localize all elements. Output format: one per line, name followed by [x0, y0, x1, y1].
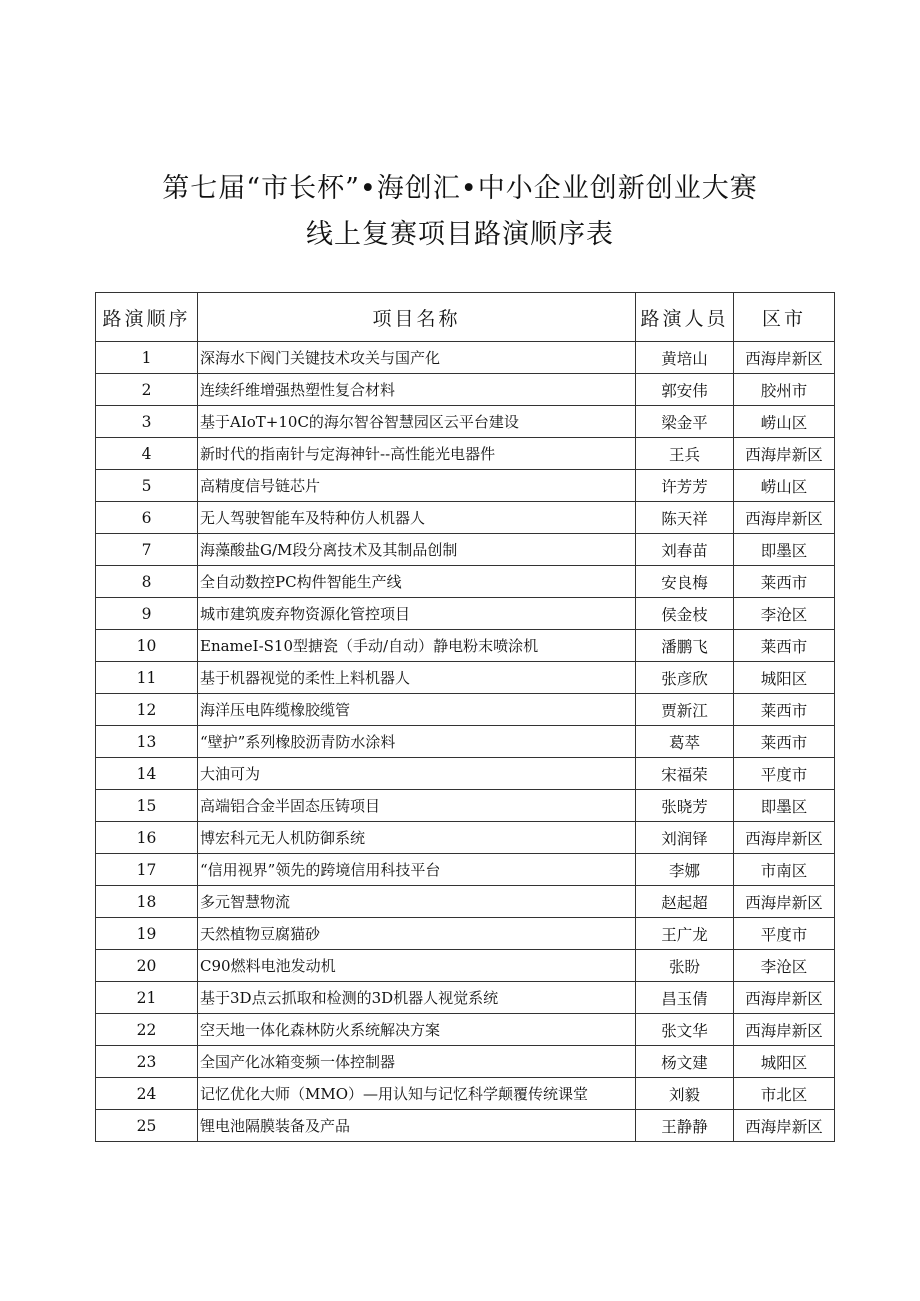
presenter-cell: 张盼 — [636, 950, 734, 982]
district-cell: 即墨区 — [734, 790, 835, 822]
presenter-cell: 贾新江 — [636, 694, 734, 726]
presenter-cell: 张彦欣 — [636, 662, 734, 694]
table-row — [96, 758, 835, 790]
order-cell: 23 — [96, 1046, 198, 1078]
presenter-cell: 李娜 — [636, 854, 734, 886]
presenter-cell: 侯金枝 — [636, 598, 734, 630]
presenter-cell: 安良梅 — [636, 566, 734, 598]
district-cell: 崂山区 — [734, 470, 835, 502]
order-cell: 8 — [96, 566, 198, 598]
presenter-cell: 王广龙 — [636, 918, 734, 950]
table-row — [96, 374, 835, 406]
presenter-cell: 张文华 — [636, 1014, 734, 1046]
presenter-cell: 许芳芳 — [636, 470, 734, 502]
table-row — [96, 982, 835, 1014]
order-cell: 10 — [96, 630, 198, 662]
presenter-cell: 黄培山 — [636, 342, 734, 374]
project-name-cell: 天然植物豆腐猫砂 — [198, 918, 636, 950]
presenter-cell: 王兵 — [636, 438, 734, 470]
presenter-cell: 王静静 — [636, 1110, 734, 1142]
project-name-cell: 基于机器视觉的柔性上料机器人 — [198, 662, 636, 694]
project-name-cell: 无人驾驶智能车及特种仿人机器人 — [198, 502, 636, 534]
table-row — [96, 918, 835, 950]
district-cell: 城阳区 — [734, 662, 835, 694]
header-project-name: 项目名称 — [198, 293, 636, 342]
district-cell: 莱西市 — [734, 630, 835, 662]
page-subtitle: 线上复赛项目路演顺序表 — [306, 219, 614, 250]
district-cell: 西海岸新区 — [734, 502, 835, 534]
district-cell: 即墨区 — [734, 534, 835, 566]
district-cell: 西海岸新区 — [734, 822, 835, 854]
table-row — [96, 790, 835, 822]
order-cell: 20 — [96, 950, 198, 982]
project-name-cell: 基于AIoT+10C的海尔智谷智慧园区云平台建设 — [198, 406, 636, 438]
order-cell: 13 — [96, 726, 198, 758]
presenter-cell: 葛萃 — [636, 726, 734, 758]
order-cell: 12 — [96, 694, 198, 726]
district-cell: 市北区 — [734, 1078, 835, 1110]
district-cell: 西海岸新区 — [734, 342, 835, 374]
district-cell: 市南区 — [734, 854, 835, 886]
table-row — [96, 1078, 835, 1110]
table-row — [96, 630, 835, 662]
district-cell: 莱西市 — [734, 694, 835, 726]
project-name-cell: 海洋压电阵缆橡胶缆管 — [198, 694, 636, 726]
presenter-cell: 刘毅 — [636, 1078, 734, 1110]
presenter-cell: 潘鹏飞 — [636, 630, 734, 662]
presenter-cell: 昌玉倩 — [636, 982, 734, 1014]
district-cell: 莱西市 — [734, 726, 835, 758]
presenter-cell: 杨文建 — [636, 1046, 734, 1078]
order-cell: 6 — [96, 502, 198, 534]
table-row — [96, 950, 835, 982]
district-cell: 西海岸新区 — [734, 438, 835, 470]
table-row — [96, 598, 835, 630]
district-cell: 平度市 — [734, 918, 835, 950]
project-name-cell: 博宏科元无人机防御系统 — [198, 822, 636, 854]
order-cell: 18 — [96, 886, 198, 918]
roadshow-order-table — [95, 292, 835, 1142]
district-cell: 西海岸新区 — [734, 982, 835, 1014]
table-header-row — [96, 293, 835, 342]
table-body — [96, 342, 835, 1142]
district-cell: 西海岸新区 — [734, 1014, 835, 1046]
presenter-cell: 郭安伟 — [636, 374, 734, 406]
table-row — [96, 694, 835, 726]
table-row — [96, 662, 835, 694]
table-row — [96, 822, 835, 854]
project-name-cell: C90燃料电池发动机 — [198, 950, 636, 982]
order-cell: 11 — [96, 662, 198, 694]
order-cell: 17 — [96, 854, 198, 886]
district-cell: 平度市 — [734, 758, 835, 790]
district-cell: 西海岸新区 — [734, 1110, 835, 1142]
district-cell: 胶州市 — [734, 374, 835, 406]
project-name-cell: 锂电池隔膜装备及产品 — [198, 1110, 636, 1142]
order-cell: 15 — [96, 790, 198, 822]
district-cell: 莱西市 — [734, 566, 835, 598]
project-name-cell: 城市建筑废弃物资源化管控项目 — [198, 598, 636, 630]
district-cell: 崂山区 — [734, 406, 835, 438]
table-row — [96, 534, 835, 566]
order-cell: 21 — [96, 982, 198, 1014]
district-cell: 李沧区 — [734, 950, 835, 982]
project-name-cell: 连续纤维增强热塑性复合材料 — [198, 374, 636, 406]
order-cell: 2 — [96, 374, 198, 406]
project-name-cell: 空天地一体化森林防火系统解决方案 — [198, 1014, 636, 1046]
table-row — [96, 1110, 835, 1142]
district-cell: 城阳区 — [734, 1046, 835, 1078]
presenter-cell: 梁金平 — [636, 406, 734, 438]
page-title: 第七届“市长杯”•海创汇•中小企业创新创业大赛 — [162, 173, 758, 204]
order-cell: 7 — [96, 534, 198, 566]
table-row — [96, 854, 835, 886]
table-row — [96, 566, 835, 598]
order-cell: 5 — [96, 470, 198, 502]
project-name-cell: EnameI-S10型搪瓷（手动/自动）静电粉末喷涂机 — [198, 630, 636, 662]
order-cell: 25 — [96, 1110, 198, 1142]
table-row — [96, 406, 835, 438]
presenter-cell: 刘春苗 — [636, 534, 734, 566]
table-row — [96, 1046, 835, 1078]
order-cell: 3 — [96, 406, 198, 438]
order-cell: 16 — [96, 822, 198, 854]
project-name-cell: 深海水下阀门关键技术攻关与国产化 — [198, 342, 636, 374]
project-name-cell: 记忆优化大师（MMO）—用认知与记忆科学颠覆传统课堂 — [198, 1078, 636, 1110]
project-name-cell: 全国产化冰箱变频一体控制器 — [198, 1046, 636, 1078]
presenter-cell: 宋福荣 — [636, 758, 734, 790]
presenter-cell: 赵起超 — [636, 886, 734, 918]
table-row — [96, 1014, 835, 1046]
header-district: 区市 — [734, 293, 835, 342]
project-name-cell: 海藻酸盐G/M段分离技术及其制品创制 — [198, 534, 636, 566]
order-cell: 24 — [96, 1078, 198, 1110]
table-row — [96, 886, 835, 918]
project-name-cell: “信用视界”领先的跨境信用科技平台 — [198, 854, 636, 886]
district-cell: 西海岸新区 — [734, 886, 835, 918]
order-cell: 14 — [96, 758, 198, 790]
presenter-cell: 张晓芳 — [636, 790, 734, 822]
order-cell: 19 — [96, 918, 198, 950]
district-cell: 李沧区 — [734, 598, 835, 630]
order-cell: 9 — [96, 598, 198, 630]
table-row — [96, 502, 835, 534]
project-name-cell: 高精度信号链芯片 — [198, 470, 636, 502]
presenter-cell: 刘润铎 — [636, 822, 734, 854]
table-row — [96, 438, 835, 470]
project-name-cell: 大油可为 — [198, 758, 636, 790]
order-cell: 22 — [96, 1014, 198, 1046]
project-name-cell: 新时代的指南针与定海神针--高性能光电器件 — [198, 438, 636, 470]
header-presenter: 路演人员 — [636, 293, 734, 342]
project-name-cell: 全自动数控PC构件智能生产线 — [198, 566, 636, 598]
project-name-cell: 高端铝合金半固态压铸项目 — [198, 790, 636, 822]
project-name-cell: “壁护”系列橡胶沥青防水涂料 — [198, 726, 636, 758]
order-cell: 1 — [96, 342, 198, 374]
project-name-cell: 基于3D点云抓取和检测的3D机器人视觉系统 — [198, 982, 636, 1014]
header-order: 路演顺序 — [96, 293, 198, 342]
order-cell: 4 — [96, 438, 198, 470]
presenter-cell: 陈天祥 — [636, 502, 734, 534]
table-row — [96, 342, 835, 374]
table-row — [96, 470, 835, 502]
project-name-cell: 多元智慧物流 — [198, 886, 636, 918]
table-row — [96, 726, 835, 758]
